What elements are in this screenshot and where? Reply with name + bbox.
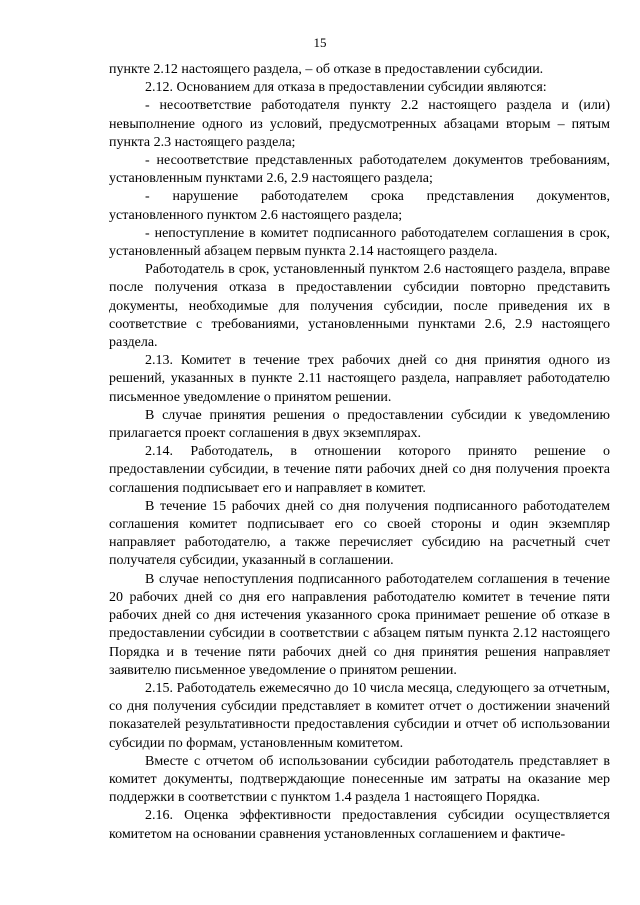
paragraph-agreement-draft: В случае принятия решения о предоставлении субсидии к уведомлению прилагается проект соглашения в двух экземплярах. — [109, 407, 610, 442]
page-number: 15 — [313, 35, 327, 50]
list-item-refusal-2: - несоответствие представленных работодателем документов требованиям, установленным пунктами 2.6, 2.9 настоящего раздела; — [109, 153, 610, 187]
paragraph-2-12: 2.12. Основанием для отказа в предоставлении субсидии являются: — [145, 80, 547, 96]
paragraph-2-13: 2.13. Комитет в течение трех рабочих дней со дня принятия одного из решений, указанных в пункте 2.11 настоящего раздела, направляет работодателю письменное уведомление о принятом решении. — [109, 353, 610, 405]
document-body — [109, 61, 610, 844]
paragraph-resubmission: Работодатель в срок, установленный пунктом 2.6 настоящего раздела, вправе после получения отказа в предоставлении субсидии повторно представить документы, необходимые для получения субсидии, после приведения их в соответствие с требованиями, установленными пунктами 2.6, 2.9 настоящего раздела. — [109, 262, 610, 351]
paragraph-2-15: 2.15. Работодатель ежемесячно до 10 числа месяца, следующего за отчетным, со дня получения субсидии представляет в комитет отчет о достижении значений показателей результативности предоставления субсидии и отчет об использовании субсидии по формам, установленным комитетом. — [109, 680, 610, 751]
paragraph-2-16: 2.16. Оценка эффективности предоставления субсидии осуществляется комитетом на основании сравнения установленных соглашением и фактиче- — [109, 808, 610, 842]
paragraph-supporting-documents: Вместе с отчетом об использовании субсидии работодатель представляет в комитет документы, подтверждающие понесенные им затраты на оказание мер поддержки в соответствии с пунктом 1.4 раздела 1 настоящего Порядка. — [109, 753, 610, 806]
paragraph-2-14: 2.14. Работодатель, в отношении которого принято решение о предоставлении субсидии, в течение пяти рабочих дней со дня получения проекта соглашения подписывает его и направляет в комитет. — [109, 444, 610, 496]
paragraph-non-receipt: В случае непоступления подписанного работодателем соглашения в течение 20 рабочих дней со дня его направления работодателю комитет в течение пяти рабочих дней со дня истечения указанного срока принимает решение об отказе в предоставлении субсидии в соответствии с абзацем пятым пункта 2.12 настоящего Порядка и в течение пяти рабочих дней со дня принятия решения направляет заявителю письменное уведомление о принятом решении. — [109, 571, 610, 678]
paragraph-continuation: пункте 2.12 настоящего раздела, – об отказе в предоставлении субсидии. — [109, 62, 544, 77]
list-item-refusal-3: - нарушение работодателем срока представления документов, установленного пунктом 2.6 настоящего раздела; — [109, 189, 610, 223]
list-item-refusal-4: - непоступление в комитет подписанного работодателем соглашения в срок, установленный абзацем первым пункта 2.14 настоящего раздела. — [109, 225, 610, 260]
paragraph-signing-period: В течение 15 рабочих дней со дня получения подписанного работодателем соглашения комитет подписывает его со своей стороны и один экземпляр направляет работодателю, а также перечисляет субсидию на расчетный счет получателя субсидии, указанный в соглашении. — [109, 498, 610, 569]
list-item-refusal-1: - несоответствие работодателя пункту 2.2 настоящего раздела и (или) невыполнение одного из условий, предусмотренных абзацами вторым – пятым пункта 2.3 настоящего раздела; — [109, 98, 610, 150]
